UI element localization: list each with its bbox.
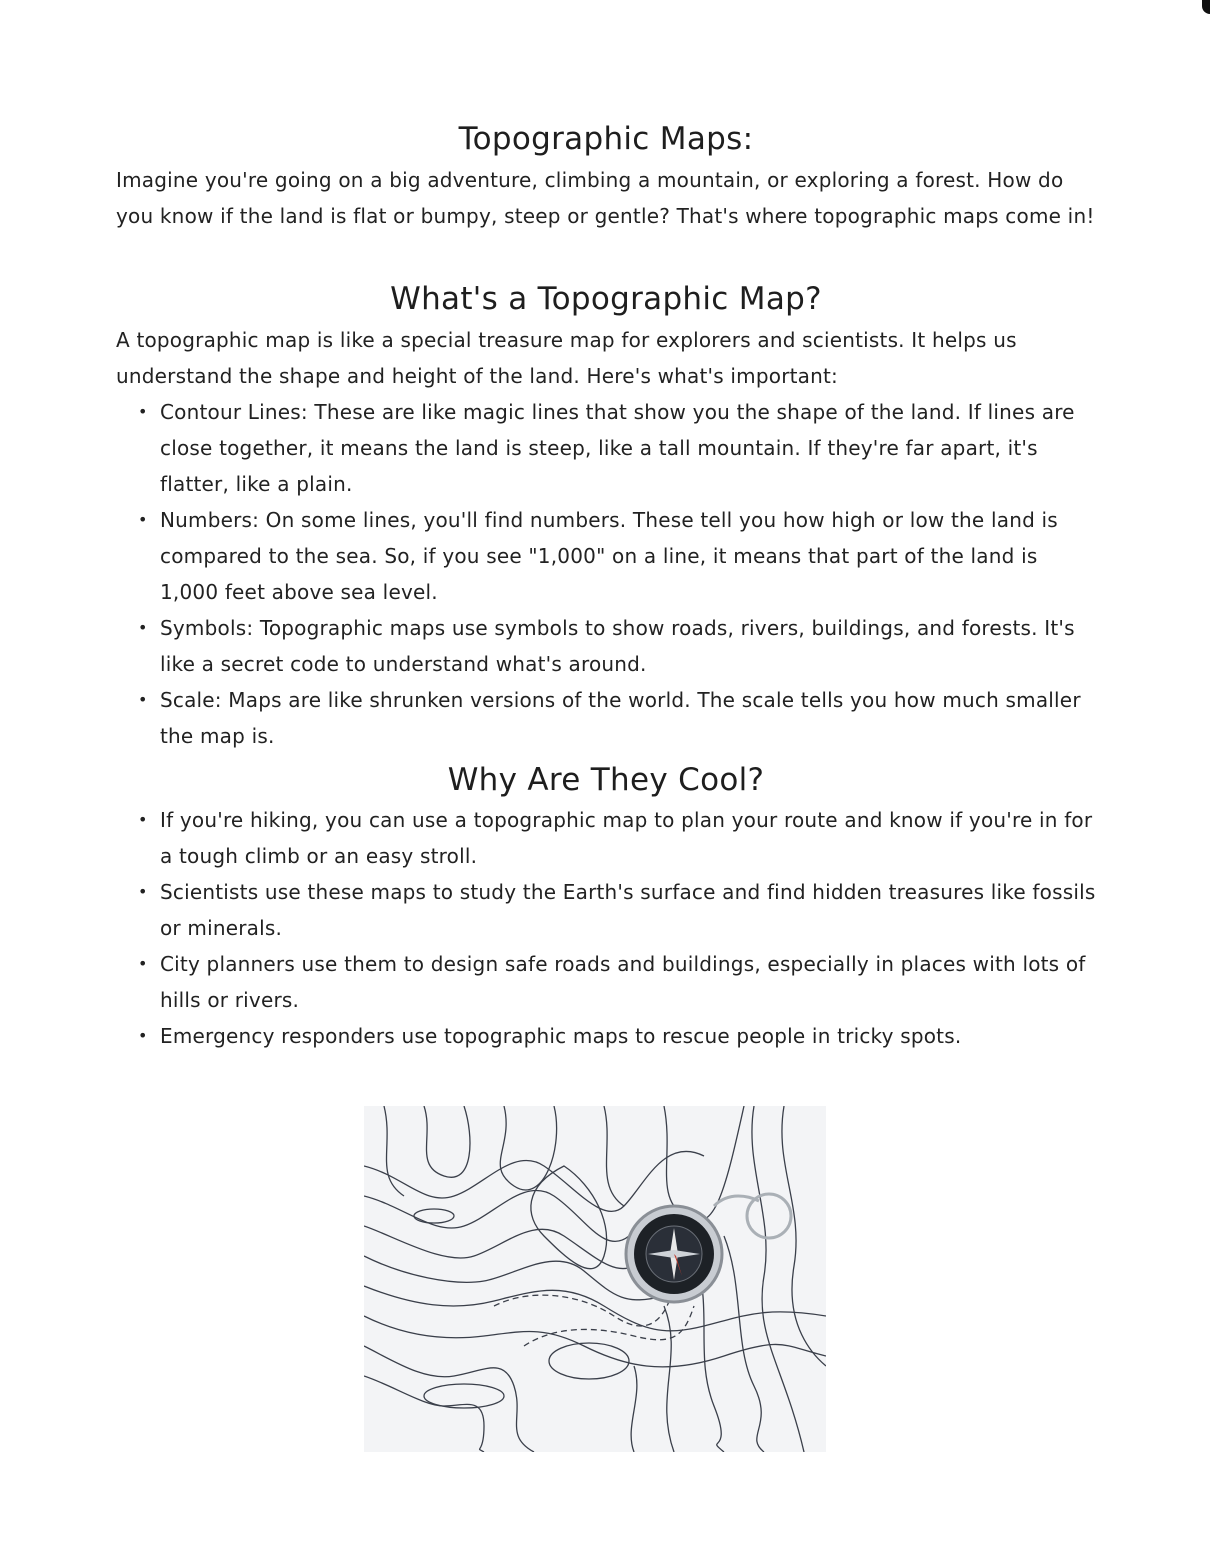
list-item: • City planners use them to design safe roads and buildings, especially in places with lots of hills or rivers.	[160, 946, 1096, 1018]
section-why-list	[116, 802, 1096, 1054]
intro-paragraph: Imagine you're going on a big adventure, climbing a mountain, or exploring a forest. How do you know if the land is flat or bumpy, steep or gentle? That's where topographic maps come in!	[116, 168, 1095, 228]
document-page	[116, 116, 1096, 1054]
list-item: • Emergency responders use topographic maps to rescue people in tricky spots.	[160, 1018, 1096, 1054]
topographic-map-compass-photo	[364, 1106, 826, 1452]
keyring-icon	[714, 1194, 791, 1238]
list-item: • Scientists use these maps to study the Earth's surface and find hidden treasures like fossils or minerals.	[160, 874, 1096, 946]
section-heading-what: What's a Topographic Map?	[390, 281, 822, 317]
page-title: Topographic Maps:	[458, 121, 754, 157]
list-item: • Contour Lines: These are like magic lines that show you the shape of the land. If lines are close together, it means the land is steep, like a tall mountain. If they're far apart, it's flatter, like a plain.	[160, 394, 1096, 502]
list-item: • Symbols: Topographic maps use symbols to show roads, rivers, buildings, and forests. It's like a secret code to understand what's around.	[160, 610, 1096, 682]
list-item: • Numbers: On some lines, you'll find numbers. These tell you how high or low the land is compared to the sea. So, if you see "1,000" on a line, it means that part of the land is 1,000 feet above sea level.	[160, 502, 1096, 610]
contour-map-image	[364, 1106, 826, 1452]
section-what-paragraph: A topographic map is like a special treasure map for explorers and scientists. It helps us understand the shape and height of the land. Here's what's important:	[116, 328, 1017, 388]
compass-icon	[626, 1206, 722, 1302]
list-item: • Scale: Maps are like shrunken versions of the world. The scale tells you how much smaller the map is.	[160, 682, 1096, 754]
section-what-list	[116, 394, 1096, 754]
section-heading-why: Why Are They Cool?	[447, 762, 765, 798]
list-item: • If you're hiking, you can use a topographic map to plan your route and know if you're in for a tough climb or an easy stroll.	[160, 802, 1096, 874]
window-corner	[1202, 0, 1210, 14]
